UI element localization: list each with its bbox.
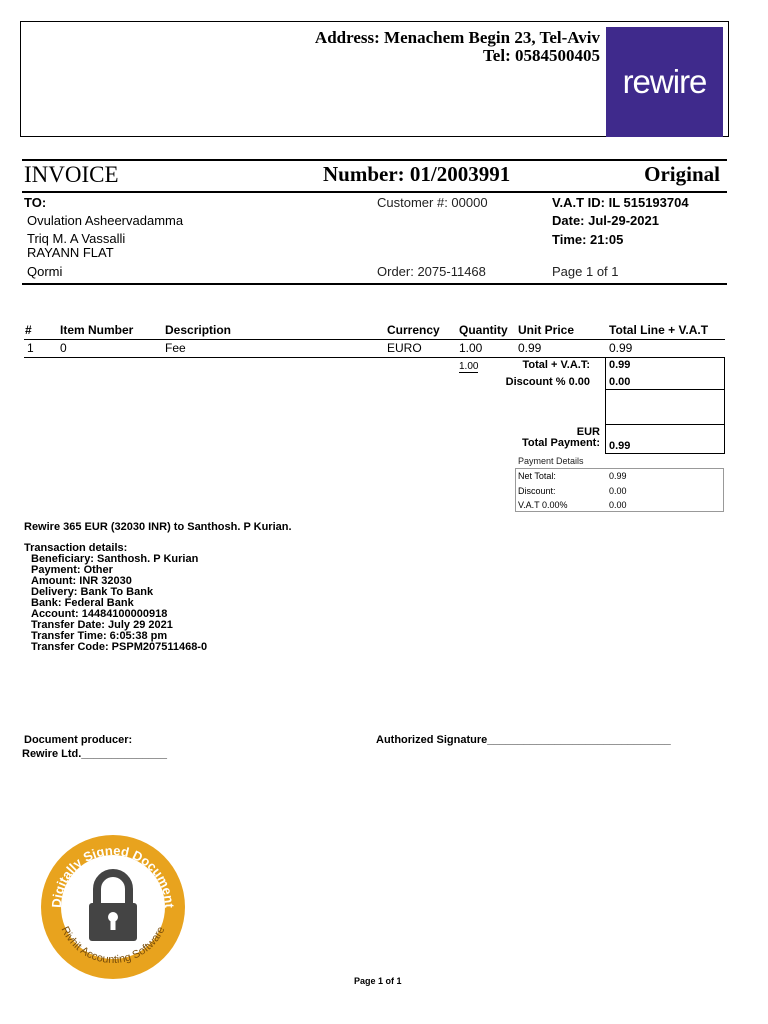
transfer-summary: Rewire 365 EUR (32030 INR) to Santhosh. P Kurian. <box>24 521 292 533</box>
info-bottom-rule <box>22 283 727 285</box>
rewire-logo <box>606 27 723 137</box>
document-producer-name: Rewire Ltd.______________ <box>22 748 167 760</box>
customer-number: Customer #: 00000 <box>377 195 488 210</box>
invoice-date: Date: Jul-29-2021 <box>552 213 659 228</box>
total-payment-currency: EUR <box>576 426 600 438</box>
invoice-number: Number: 01/2003991 <box>323 162 511 186</box>
company-address: Address: Menachem Begin 23, Tel-Aviv <box>314 28 600 47</box>
payment-details-title: Payment Details <box>518 456 584 466</box>
cell-unit-price: 0.99 <box>518 341 542 355</box>
detail-line: Transfer Time: 6:05:38 pm <box>31 630 168 642</box>
cell-quantity: 1.00 <box>459 341 483 355</box>
detail-line: Delivery: Bank To Bank <box>31 586 154 598</box>
cell-description: Fee <box>165 341 186 355</box>
table-header-rule <box>24 339 725 340</box>
cell-currency: EURO <box>387 341 422 355</box>
discount-label: Discount % 0.00 <box>505 376 590 388</box>
detail-line: Transfer Code: PSPM207511468-0 <box>31 641 208 653</box>
title-top-rule <box>22 159 727 161</box>
pd-discount-label: Discount: <box>518 486 556 496</box>
detail-line: Payment: Other <box>31 564 113 576</box>
company-address-block <box>315 29 600 65</box>
pd-vat-value: 0.00 <box>609 500 627 510</box>
pd-discount-value: 0.00 <box>609 486 627 496</box>
col-header: Currency <box>387 323 440 337</box>
cell-item-number: 0 <box>60 341 67 355</box>
col-header: Unit Price <box>518 323 575 337</box>
quantity-total: 1.00 <box>459 361 479 372</box>
net-total-label: Net Total: <box>518 471 556 481</box>
title-bottom-rule <box>22 191 727 193</box>
total-payment-label-block <box>522 427 600 449</box>
vat-id: V.A.T ID: IL 515193704 <box>552 195 689 210</box>
total-payment-value: 0.99 <box>609 440 631 452</box>
col-header: # <box>25 323 32 337</box>
original-label: Original <box>644 162 720 186</box>
stamp-bottom-text: Rivhit Accounting Software <box>58 924 168 967</box>
detail-line: Amount: INR 32030 <box>31 575 132 587</box>
detail-line: Beneficiary: Santhosh. P Kurian <box>31 553 199 565</box>
document-producer-label: Document producer: <box>24 734 133 746</box>
page-indicator: Page 1 of 1 <box>552 264 619 279</box>
detail-line: Transfer Date: July 29 2021 <box>31 619 173 631</box>
total-vat-value: 0.99 <box>609 359 631 371</box>
col-header: Quantity <box>459 323 508 337</box>
footer-page-number: Page 1 of 1 <box>354 976 402 986</box>
transaction-details <box>24 543 207 653</box>
cell-index: 1 <box>27 341 34 355</box>
company-phone: Tel: 0584500405 <box>483 46 600 65</box>
recipient-flat: RAYANN FLAT <box>27 245 114 260</box>
recipient-name: Ovulation Asheervadamma <box>27 213 184 228</box>
authorized-signature-line: Authorized Signature______________________________ <box>376 734 671 746</box>
net-total-value: 0.99 <box>609 471 627 481</box>
recipient-city: Qormi <box>27 264 63 279</box>
recipient-address <box>27 232 125 260</box>
detail-line: Bank: Federal Bank <box>31 597 134 609</box>
blank-total-box <box>605 389 725 425</box>
stamp-top-text: Digitally Signed Document <box>48 842 178 909</box>
col-header: Total Line + V.A.T <box>609 323 709 337</box>
invoice-title: INVOICE <box>24 162 119 187</box>
to-label: TO: <box>24 195 47 210</box>
digitally-signed-stamp <box>39 833 187 981</box>
pd-vat-label: V.A.T 0.00% <box>518 500 568 510</box>
logo-text: rewire <box>622 63 707 100</box>
recipient-street: Triq M. A Vassalli <box>27 231 126 246</box>
discount-value: 0.00 <box>609 376 631 388</box>
transaction-details-title: Transaction details: <box>24 542 128 554</box>
total-payment-label: Total Payment: <box>521 437 600 449</box>
total-vat-label: Total + V.A.T: <box>522 359 590 371</box>
col-header: Description <box>165 323 232 337</box>
detail-line: Account: 14484100000918 <box>31 608 168 620</box>
col-header: Item Number <box>60 323 134 337</box>
order-number: Order: 2075-11468 <box>377 264 486 279</box>
invoice-time: Time: 21:05 <box>552 232 624 247</box>
cell-total-line: 0.99 <box>609 341 633 355</box>
